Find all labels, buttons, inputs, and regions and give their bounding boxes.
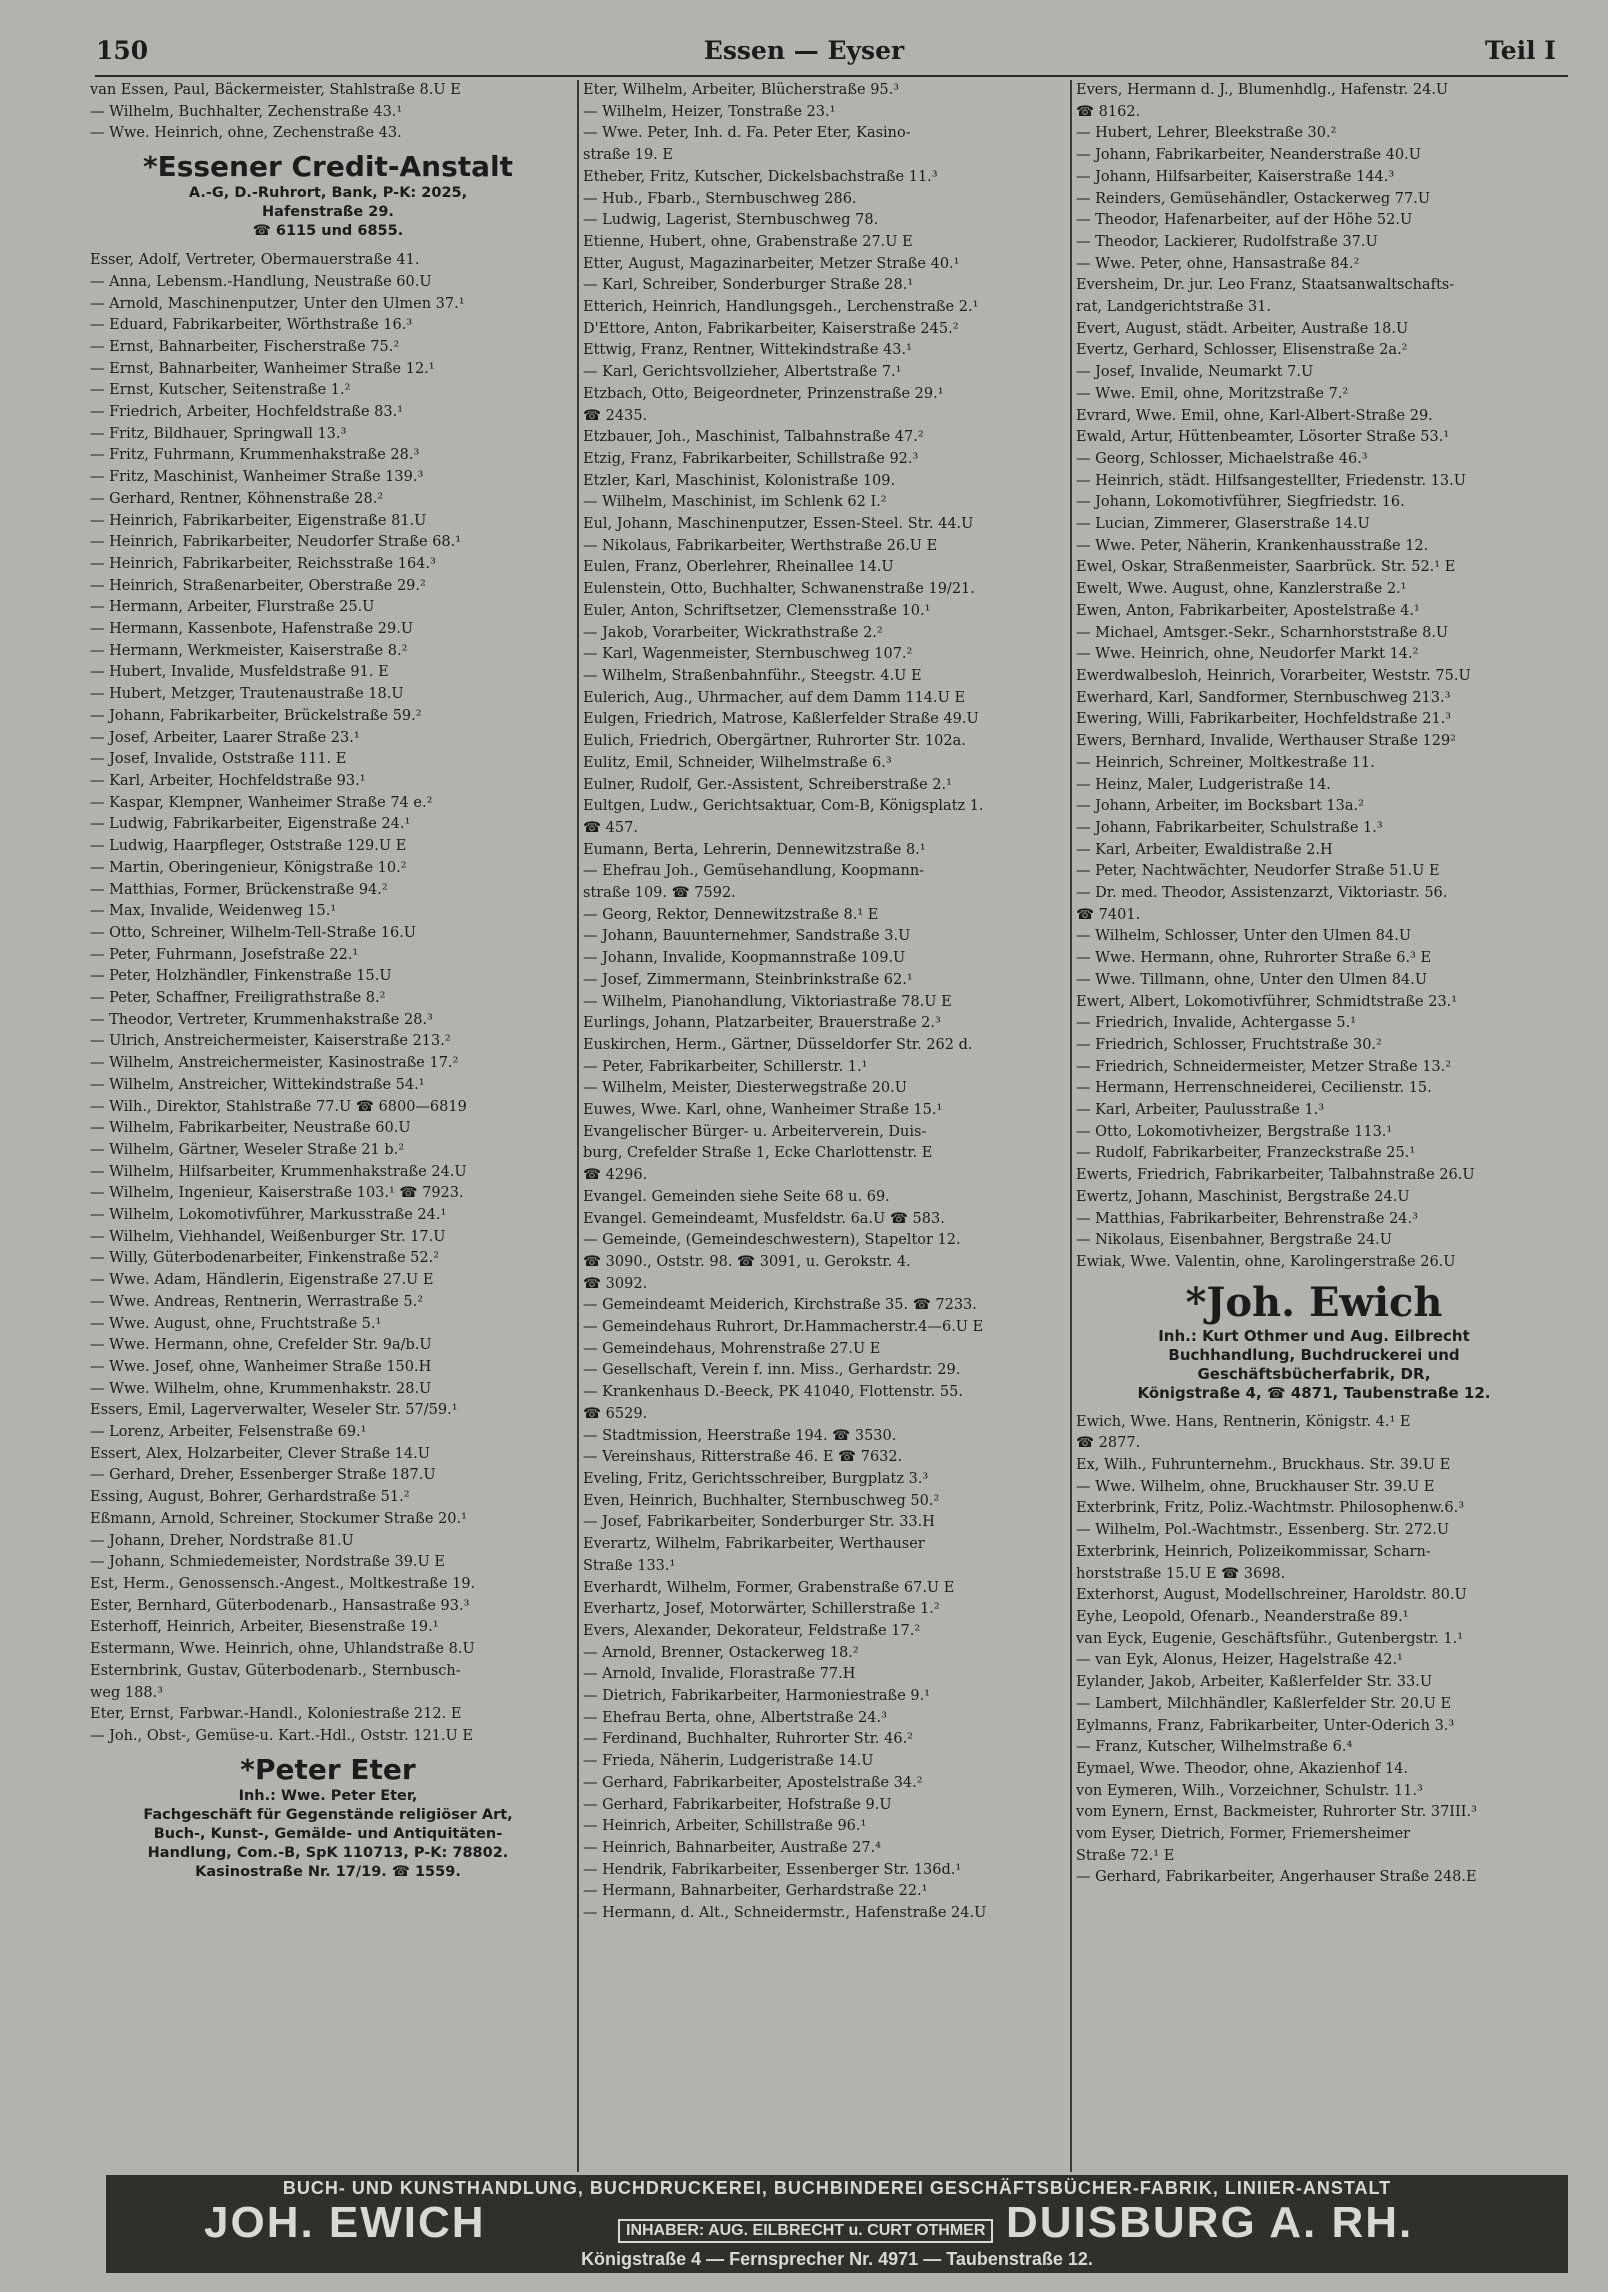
directory-entry: — Nikolaus, Eisenbahner, Bergstraße 24.U [1076,1232,1393,1249]
directory-entry: — Karl, Arbeiter, Paulusstraße 1.³ [1076,1102,1325,1119]
directory-entry: — Stadtmission, Heerstraße 194. ☎ 3530. [583,1427,897,1444]
directory-entry: — Johann, Fabrikarbeiter, Neanderstraße 40.U [1076,147,1421,164]
directory-entry: Ester, Bernhard, Güterbodenarb., Hansastraße 93.³ [90,1597,470,1614]
advertisement-line: Geschäftsbücherfabrik, DR, [1197,1364,1431,1383]
directory-entry: horststraße 15.U E ☎ 3698. [1076,1565,1286,1582]
directory-entry: Ewering, Willi, Fabrikarbeiter, Hochfeldstraße 21.³ [1076,711,1452,728]
directory-entry: — Gerhard, Dreher, Essenberger Straße 187.U [90,1467,436,1484]
directory-entry: — Wilhelm, Meister, Diesterwegstraße 20.U [583,1080,907,1097]
directory-entry: — Heinrich, Fabrikarbeiter, Neudorfer Straße 68.¹ [90,534,462,551]
directory-entry: Eulerich, Aug., Uhrmacher, auf dem Damm 114.U E [583,689,966,706]
directory-entry: Ewel, Oskar, Straßenmeister, Saarbrück. Str. 52.¹ E [1076,559,1456,576]
advertisement-title: *Joh. Ewich [1185,1278,1443,1326]
directory-entry: — Johann, Fabrikarbeiter, Schulstraße 1.³ [1076,819,1383,836]
directory-entry: — Ludwig, Haarpfleger, Oststraße 129.U E [90,838,407,855]
directory-entry: — Gemeindeamt Meiderich, Kirchstraße 35. ☎ 7233. [583,1297,977,1314]
directory-entry: — Arnold, Maschinenputzer, Unter den Ulmen 37.¹ [90,295,465,312]
directory-entry: — Friedrich, Invalide, Achtergasse 5.¹ [1076,1015,1357,1032]
directory-entry: von Eymeren, Wilh., Vorzeichner, Schulstr. 11.³ [1076,1782,1423,1799]
directory-entry: — Theodor, Lackierer, Rudolfstraße 37.U [1076,233,1378,250]
directory-entry: Eulner, Rudolf, Ger.-Assistent, Schreiberstraße 2.¹ [583,776,952,793]
advertisement-block [90,150,566,241]
directory-entry: — Hubert, Metzger, Trautenaustraße 18.U [90,686,404,703]
directory-entry: Eylmanns, Franz, Fabrikarbeiter, Unter-Oderich 3.³ [1076,1717,1455,1734]
directory-entry: — Ernst, Bahnarbeiter, Fischerstraße 75.² [90,338,400,355]
directory-entry: — Heinrich, Bahnarbeiter, Austraße 27.⁴ [583,1839,881,1856]
directory-entry: — Otto, Schreiner, Wilhelm-Tell-Straße 16.U [90,924,417,941]
advertisement-line: Inh.: Kurt Othmer und Aug. Eilbrecht [1158,1326,1470,1345]
advertisement-line: Hafenstraße 29. [262,204,394,221]
directory-entry: Eylander, Jakob, Arbeiter, Kaßlerfelder Str. 33.U [1076,1674,1433,1691]
directory-entry: — Wilhelm, Viehhandel, Weißenburger Str. 17.U [90,1228,446,1245]
directory-entry: vom Eyser, Dietrich, Former, Friemersheimer [1076,1826,1411,1843]
directory-entry: — Martin, Oberingenieur, Königstraße 10.² [90,859,407,876]
directory-entry: — Josef, Invalide, Oststraße 111. E [90,751,347,768]
directory-entry: — Heinrich, städt. Hilfsangestellter, Friedenstr. 13.U [1076,472,1466,489]
directory-entry: Eurlings, Johann, Platzarbeiter, Brauerstraße 2.³ [583,1015,941,1032]
directory-entry: Eversheim, Dr. jur. Leo Franz, Staatsanwaltschafts- [1076,277,1455,294]
directory-entry: burg, Crefelder Straße 1, Ecke Charlottenstr. E [583,1145,933,1162]
directory-entry: — Arnold, Invalide, Florastraße 77.H [583,1666,856,1683]
directory-entry: — Joh., Obst-, Gemüse-u. Kart.-Hdl., Oststr. 121.U E [90,1727,473,1744]
directory-entry: Esternbrink, Gustav, Güterbodenarb., Sternbusch- [90,1662,461,1679]
directory-entry: — Heinrich, Arbeiter, Schillstraße 96.¹ [583,1818,867,1835]
advertisement-block [1076,1279,1552,1403]
directory-entry: ☎ 7401. [1076,906,1141,923]
directory-entry: — Ehefrau Joh., Gemüsehandlung, Koopmann- [583,863,925,880]
directory-entry: — Lorenz, Arbeiter, Felsenstraße 69.¹ [90,1424,367,1441]
directory-entry: — Hubert, Lehrer, Bleekstraße 30.² [1076,125,1337,142]
section-label: Teil I [1484,36,1556,65]
directory-entry: Ewers, Bernhard, Invalide, Werthauser Straße 129² [1076,733,1456,750]
directory-entry: — Wwe. Adam, Händlerin, Eigenstraße 27.U E [90,1272,434,1289]
directory-entry: Etterich, Heinrich, Handlungsgeh., Lerchenstraße 2.¹ [583,299,979,316]
directory-entry: Evrard, Wwe. Emil, ohne, Karl-Albert-Straße 29. [1076,407,1433,424]
directory-entry: Ettwig, Franz, Rentner, Wittekindstraße 43.¹ [583,342,912,359]
directory-entry: — Gerhard, Fabrikarbeiter, Hofstraße 9.U [583,1796,892,1813]
directory-entry: — Wwe. Heinrich, ohne, Zechenstraße 43. [90,125,402,142]
directory-entry: — Willy, Güterbodenarbeiter, Finkenstraße 52.² [90,1250,440,1267]
directory-entry: — Hub., Fbarb., Sternbuschweg 286. [583,190,857,207]
directory-entry: — Karl, Arbeiter, Hochfeldstraße 93.¹ [90,772,366,789]
directory-entry: — Frieda, Näherin, Ludgeristraße 14.U [583,1753,874,1770]
directory-entry: Exterbrink, Fritz, Poliz.-Wachtmstr. Philosophenw.6.³ [1076,1500,1465,1517]
directory-entry: Evangel. Gemeinden siehe Seite 68 u. 69. [583,1188,890,1205]
directory-entry: Etter, August, Magazinarbeiter, Metzer Straße 40.¹ [583,255,960,272]
directory-entry: ☎ 457. [583,819,638,836]
page-title: Essen — Eyser [703,36,905,65]
directory-entry: ☎ 3092. [583,1275,648,1292]
directory-entry: Etzbauer, Joh., Maschinist, Talbahnstraße 47.² [583,429,924,446]
directory-entry: — Ludwig, Lagerist, Sternbuschweg 78. [583,212,879,229]
directory-entry: Ewen, Anton, Fabrikarbeiter, Apostelstraße 4.¹ [1076,602,1420,619]
directory-entry: — Reinders, Gemüsehändler, Ostackerweg 77.U [1076,190,1431,207]
directory-entry: — Wwe. Heinrich, ohne, Neudorfer Markt 14.² [1076,646,1419,663]
directory-entry: — Johann, Bauunternehmer, Sandstraße 3.U [583,928,911,945]
directory-entry: straße 109. ☎ 7592. [583,885,736,902]
directory-entry: Eyhe, Leopold, Ofenarb., Neanderstraße 89.¹ [1076,1609,1409,1625]
directory-entry: Est, Herm., Genossensch.-Angest., Moltkestraße 19. [90,1576,476,1592]
directory-entry: Etzig, Franz, Fabrikarbeiter, Schillstraße 92.³ [583,450,919,467]
directory-entry: Straße 72.¹ E [1076,1847,1175,1864]
directory-entry: — Wilhelm, Anstreichermeister, Kasinostraße 17.² [90,1055,459,1072]
advertisement-title: *Peter Eter [240,1752,416,1786]
directory-entry: — Ulrich, Anstreichermeister, Kaiserstraße 213.² [90,1033,451,1050]
column-left [90,80,566,2172]
advertisement-block [90,1753,566,1882]
directory-entry: Evers, Alexander, Dekorateur, Feldstraße 17.² [583,1622,921,1639]
directory-entry: weg 188.³ [90,1684,163,1701]
directory-entry: — Peter, Fuhrmann, Josefstraße 22.¹ [90,946,359,963]
directory-entry: — Wwe. Josef, ohne, Wanheimer Straße 150.H [90,1358,432,1375]
advertisement-line: Buch-, Kunst-, Gemälde- und Antiquitäten- [153,1825,503,1842]
directory-entry: vom Eynern, Ernst, Backmeister, Ruhrorter Str. 37III.³ [1076,1804,1477,1821]
column-right [1076,80,1552,2172]
banner-services: BUCH- UND KUNSTHANDLUNG, BUCHDRUCKEREI, BUCHBINDEREI GESCHÄFTSBÜCHER-FABRIK, LINIIER-ANSTALT [282,2178,1392,2198]
advertisement-line: Königstraße 4, ☎ 4871, Taubenstraße 12. [1137,1383,1491,1402]
directory-entry: — Hermann, Arbeiter, Flurstraße 25.U [90,599,375,616]
directory-entry: — Josef, Zimmermann, Steinbrinkstraße 62.¹ [583,971,913,988]
directory-entry: — Peter, Schaffner, Freiligrathstraße 8.² [90,990,386,1007]
directory-entry: — Karl, Gerichtsvollzieher, Albertstraße 7.¹ [583,364,902,381]
directory-entry: — Hermann, d. Alt., Schneidermstr., Hafenstraße 24.U [583,1905,987,1922]
directory-entry: — Hermann, Herrenschneiderei, Cecilienstr. 15. [1076,1080,1432,1097]
directory-entry: — Georg, Schlosser, Michaelstraße 46.³ [1076,450,1368,467]
directory-entry: — Franz, Kutscher, Wilhelmstraße 6.⁴ [1076,1739,1353,1756]
directory-entry: Ewelt, Wwe. August, ohne, Kanzlerstraße 2.¹ [1076,581,1407,598]
directory-entry: — Wwe. Peter, Näherin, Krankenhausstraße 12. [1076,537,1429,554]
directory-entry: Ewertz, Johann, Maschinist, Bergstraße 24.U [1076,1188,1410,1205]
directory-entry: Eymael, Wwe. Theodor, ohne, Akazienhof 14. [1076,1760,1409,1777]
directory-entry: Eter, Ernst, Farbwar.-Handl., Koloniestraße 212. E [90,1706,462,1723]
directory-entry: ☎ 8162. [1076,103,1141,120]
directory-entry: Eter, Wilhelm, Arbeiter, Blücherstraße 95.³ [583,82,900,98]
directory-entry: Etienne, Hubert, ohne, Grabenstraße 27.U E [583,233,913,250]
directory-entry: — Karl, Arbeiter, Ewaldistraße 2.H [1076,841,1333,858]
directory-entry: rat, Landgerichtstraße 31. [1076,299,1272,316]
directory-entry: — Theodor, Hafenarbeiter, auf der Höhe 52.U [1076,212,1413,229]
directory-entry: — Wilhelm, Buchhalter, Zechenstraße 43.¹ [90,103,403,120]
directory-entry: — Georg, Rektor, Dennewitzstraße 8.¹ E [583,906,879,923]
directory-entry: — Wilh., Direktor, Stahlstraße 77.U ☎ 6800—6819 [90,1098,467,1115]
directory-entry: — Michael, Amtsger.-Sekr., Scharnhorststraße 8.U [1076,624,1449,641]
directory-entry: Essing, August, Bohrer, Gerhardstraße 51.² [90,1489,410,1506]
directory-entry: — Josef, Arbeiter, Laarer Straße 23.¹ [90,729,360,746]
banner-address: Königstraße 4 — Fernsprecher Nr. 4971 — Taubenstraße 12. [581,2249,1093,2269]
directory-entry: — Jakob, Vorarbeiter, Wickrathstraße 2.² [583,624,883,641]
directory-entry: — Hermann, Werkmeister, Kaiserstraße 8.² [90,642,408,659]
directory-entry: — Ernst, Kutscher, Seitenstraße 1.² [90,382,351,399]
directory-entry: — Friedrich, Schneidermeister, Metzer Straße 13.² [1076,1058,1452,1075]
directory-entry: Evert, August, städt. Arbeiter, Austraße 18.U [1076,320,1409,337]
directory-entry: — Fritz, Fuhrmann, Krummenhakstraße 28.³ [90,447,420,464]
directory-entry: ☎ 2877. [1076,1435,1141,1452]
directory-entry: Straße 133.¹ [583,1557,676,1574]
directory-entry: — Hermann, Kassenbote, Hafenstraße 29.U [90,621,414,638]
directory-entry: — Johann, Invalide, Koopmannstraße 109.U [583,950,906,967]
directory-entry: Ewerdwalbesloh, Heinrich, Vorarbeiter, Weststr. 75.U [1076,667,1471,684]
banner-name: JOH. EWICH [204,2198,486,2247]
directory-entry: — Wwe. Hermann, ohne, Ruhrorter Straße 6.³ E [1076,950,1432,967]
directory-entry: — Wwe. Emil, ohne, Moritzstraße 7.² [1076,385,1349,402]
directory-entry: — Wwe. Wilhelm, ohne, Bruckhauser Str. 39.U E [1076,1478,1435,1495]
directory-entry: Euwes, Wwe. Karl, ohne, Wanheimer Straße 15.¹ [583,1102,943,1119]
directory-entry: — Johann, Schmiedemeister, Nordstraße 39.U E [90,1554,445,1571]
directory-entry: — Wwe. Peter, Inh. d. Fa. Peter Eter, Kasino- [583,125,911,142]
directory-entry: — Fritz, Bildhauer, Springwall 13.³ [90,425,347,442]
directory-entry: — Ferdinand, Buchhalter, Ruhrorter Str. 46.² [583,1731,913,1748]
directory-entry: — Arnold, Brenner, Ostackerweg 18.² [583,1644,859,1661]
directory-entry: — Wwe. Wilhelm, ohne, Krummenhakstr. 28.U [90,1380,432,1397]
directory-entry: Evers, Hermann d. J., Blumenhdlg., Hafenstr. 24.U [1076,82,1449,98]
advertisement-line: Fachgeschäft für Gegenstände religiöser Art, [143,1806,513,1823]
directory-entry: Etzbach, Otto, Beigeordneter, Prinzenstraße 29.¹ [583,385,944,402]
advertisement-line: Buchhandlung, Buchdruckerei und [1168,1345,1460,1364]
directory-entry: — Wwe. Andreas, Rentnerin, Werrastraße 5.² [90,1293,424,1310]
directory-entry: — Gemeindehaus, Mohrenstraße 27.U E [583,1340,881,1357]
directory-entry: — Heinrich, Straßenarbeiter, Oberstraße 29.² [90,577,426,594]
directory-entry: van Eyck, Eugenie, Geschäftsführ., Gutenbergstr. 1.¹ [1076,1630,1464,1647]
directory-entry: — Gemeinde, (Gemeindeschwestern), Stapeltor 12. [583,1232,961,1249]
directory-entry: — Wilhelm, Maschinist, im Schlenk 62 I.² [583,494,887,511]
directory-entry: Esser, Adolf, Vertreter, Obermauerstraße 41. [90,252,420,269]
directory-entry: — Heinz, Maler, Ludgeristraße 14. [1076,776,1331,793]
directory-entry: — Wwe. Tillmann, ohne, Unter den Ulmen 84.U [1076,971,1428,988]
directory-entry: straße 19. E [583,147,673,164]
directory-entry: — Gerhard, Rentner, Köhnenstraße 28.² [90,490,384,507]
directory-entry: — Otto, Lokomotivheizer, Bergstraße 113.¹ [1076,1123,1393,1140]
directory-entry: — Ehefrau Berta, ohne, Albertstraße 24.³ [583,1709,887,1726]
directory-entry: — Ludwig, Fabrikarbeiter, Eigenstraße 24.¹ [90,816,411,833]
directory-entry: Everhardt, Wilhelm, Former, Grabenstraße 67.U E [583,1579,955,1596]
directory-entry: — Gerhard, Fabrikarbeiter, Apostelstraße 34.² [583,1774,923,1791]
directory-entry: — Friedrich, Schlosser, Fruchtstraße 30.² [1076,1036,1382,1053]
directory-entry: Eulich, Friedrich, Obergärtner, Ruhrorter Str. 102a. [583,733,966,750]
directory-entry: — Wilhelm, Hilfsarbeiter, Krummenhakstraße 24.U [90,1163,467,1180]
directory-entry: — Peter, Fabrikarbeiter, Schillerstr. 1.¹ [583,1058,868,1075]
directory-entry: Euskirchen, Herm., Gärtner, Düsseldorfer Str. 262 d. [583,1036,973,1053]
directory-entry: ☎ 3090., Oststr. 98. ☎ 3091, u. Gerokstr. 4. [583,1253,911,1270]
directory-entry: — Eduard, Fabrikarbeiter, Wörthstraße 16.³ [90,317,413,334]
directory-entry: Evertz, Gerhard, Schlosser, Elisenstraße 2a.² [1076,342,1408,359]
directory-entry: Exterhorst, August, Modellschreiner, Haroldstr. 80.U [1076,1587,1467,1604]
directory-entry: — Krankenhaus D.-Beeck, PK 41040, Flottenstr. 55. [583,1384,963,1401]
directory-entry: Essers, Emil, Lagerverwalter, Weseler Str. 57/59.¹ [90,1402,458,1419]
directory-entry: Eulen, Franz, Oberlehrer, Rheinallee 14.U [583,559,894,576]
banner-city: DUISBURG A. RH. [1006,2198,1414,2247]
directory-entry: — Wwe. August, ohne, Fruchtstraße 5.¹ [90,1315,382,1332]
directory-entry: Ewald, Artur, Hüttenbeamter, Lösorter Straße 53.¹ [1076,429,1450,446]
directory-entry: — Heinrich, Fabrikarbeiter, Reichsstraße 164.³ [90,555,436,572]
directory-entry: — Dr. med. Theodor, Assistenzarzt, Viktoriastr. 56. [1076,885,1448,902]
directory-entry: — Wilhelm, Anstreicher, Wittekindstraße 54.¹ [90,1076,425,1093]
advertisement-line: Inh.: Wwe. Peter Eter, [238,1787,418,1804]
directory-entry: — Gerhard, Fabrikarbeiter, Angerhauser Straße 248.E [1076,1869,1477,1886]
directory-entry: — Lucian, Zimmerer, Glaserstraße 14.U [1076,516,1370,533]
directory-entry: ☎ 4296. [583,1167,648,1184]
directory-entry: — Wilhelm, Schlosser, Unter den Ulmen 84.U [1076,928,1412,945]
directory-entry: — Gesellschaft, Verein f. inn. Miss., Gerhardstr. 29. [583,1362,961,1379]
directory-entry: — Max, Invalide, Weidenweg 15.¹ [90,903,337,920]
directory-entry: — Johann, Lokomotivführer, Siegfriedstr. 16. [1076,494,1405,511]
directory-entry: — Wilhelm, Fabrikarbeiter, Neustraße 60.U [90,1120,411,1137]
advertisement-title: *Essener Credit-Anstalt [142,150,514,184]
directory-entry: — Gemeindehaus Ruhrort, Dr.Hammacherstr.4—6.U E [583,1319,984,1336]
directory-entry: — Dietrich, Fabrikarbeiter, Harmoniestraße 9.¹ [583,1688,931,1705]
directory-entry: — Wwe. Hermann, ohne, Crefelder Str. 9a/b.U [90,1337,432,1354]
directory-entry: — van Eyk, Alonus, Heizer, Hagelstraße 42.¹ [1076,1652,1403,1669]
column-divider [1070,80,1072,2172]
directory-entry: Esterhoff, Heinrich, Arbeiter, Biesenstraße 19.¹ [90,1619,439,1636]
directory-entry: — Anna, Lebensm.-Handlung, Neustraße 60.U [90,273,432,290]
column-middle [583,80,1059,2172]
directory-entry: Eulenstein, Otto, Buchhalter, Schwanenstraße 19/21. [583,581,975,598]
directory-entry: — Josef, Fabrikarbeiter, Sonderburger Str. 33.H [583,1514,935,1531]
directory-entry: D'Ettore, Anton, Fabrikarbeiter, Kaiserstraße 245.² [583,320,959,337]
directory-entry: Ewiak, Wwe. Valentin, ohne, Karolingerstraße 26.U [1076,1253,1456,1270]
directory-entry: Everartz, Wilhelm, Fabrikarbeiter, Werthauser [583,1536,925,1553]
directory-entry: Estermann, Wwe. Heinrich, ohne, Uhlandstraße 8.U [90,1641,475,1658]
directory-entry: ☎ 6529. [583,1405,648,1422]
directory-entry: — Hendrik, Fabrikarbeiter, Essenberger Str. 136d.¹ [583,1861,962,1878]
directory-entry: Ewich, Wwe. Hans, Rentnerin, Königstr. 4.¹ E [1076,1413,1411,1430]
page-number: 150 [96,36,149,65]
directory-entry: — Peter, Holzhändler, Finkenstraße 15.U [90,968,392,985]
directory-entry: — Vereinshaus, Ritterstraße 46. E ☎ 7632. [583,1449,903,1466]
directory-entry: Ex, Wilh., Fuhrunternehm., Bruckhaus. Str. 39.U E [1076,1457,1451,1474]
directory-entry: — Johann, Hilfsarbeiter, Kaiserstraße 144.³ [1076,168,1395,185]
directory-entry: — Hermann, Bahnarbeiter, Gerhardstraße 22.¹ [583,1883,928,1900]
advertisement-line: Kasinostraße Nr. 17/19. ☎ 1559. [195,1863,461,1880]
directory-entry: — Wilhelm, Lokomotivführer, Markusstraße 24.¹ [90,1207,447,1224]
directory-entry: Essert, Alex, Holzarbeiter, Clever Straße 14.U [90,1445,430,1462]
directory-entry: Eul, Johann, Maschinenputzer, Essen-Steel. Str. 44.U [583,516,974,533]
directory-entry: — Theodor, Vertreter, Krummenhakstraße 28.³ [90,1011,433,1028]
column-divider [577,80,579,2172]
directory-entry: Eveling, Fritz, Gerichtsschreiber, Burgplatz 3.³ [583,1471,929,1487]
directory-entry: Ewerts, Friedrich, Fabrikarbeiter, Talbahnstraße 26.U [1076,1167,1475,1184]
directory-entry: Eulgen, Friedrich, Matrose, Kaßlerfelder Straße 49.U [583,711,979,728]
directory-entry: Etzler, Karl, Maschinist, Kolonistraße 109. [583,472,896,489]
advertisement-line: A.-G, D.-Ruhrort, Bank, P-K: 2025, [188,185,468,202]
directory-entry: — Rudolf, Fabrikarbeiter, Franzeckstraße 25.¹ [1076,1145,1416,1162]
directory-entry: van Essen, Paul, Bäckermeister, Stahlstraße 8.U E [90,82,461,98]
directory-entry: — Matthias, Fabrikarbeiter, Behrenstraße 24.³ [1076,1210,1418,1227]
directory-entry: — Fritz, Maschinist, Wanheimer Straße 139.³ [90,469,424,486]
directory-entry: — Wilhelm, Pol.-Wachtmstr., Essenberg. Str. 272.U [1076,1522,1450,1539]
advertisement-line: ☎ 6115 und 6855. [252,223,404,240]
directory-entry: — Johann, Dreher, Nordstraße 81.U [90,1532,354,1549]
directory-entry: Evangel. Gemeindeamt, Musfeldstr. 6a.U ☎ 583. [583,1210,945,1227]
directory-entry: Etheber, Fritz, Kutscher, Dickelsbachstraße 11.³ [583,168,938,185]
directory-entry: — Wwe. Peter, ohne, Hansastraße 84.² [1076,255,1360,272]
directory-entry: — Nikolaus, Fabrikarbeiter, Werthstraße 26.U E [583,537,938,554]
directory-entry: Eumann, Berta, Lehrerin, Dennewitzstraße 8.¹ [583,841,926,858]
advertisement-line: Handlung, Com.-B, SpK 110713, P-K: 78802. [147,1844,509,1861]
directory-entry: — Heinrich, Fabrikarbeiter, Eigenstraße 81.U [90,512,427,529]
directory-entry: Euler, Anton, Schriftsetzer, Clemensstraße 10.¹ [583,602,931,619]
directory-entry: Everhartz, Josef, Motorwärter, Schillerstraße 1.² [583,1601,940,1618]
directory-entry: — Wilhelm, Heizer, Tonstraße 23.¹ [583,103,836,120]
directory-entry: Ewerhard, Karl, Sandformer, Sternbuschweg 213.³ [1076,689,1451,706]
directory-entry: — Hubert, Invalide, Musfeldstraße 91. E [90,664,389,681]
header-rule [95,75,1568,77]
directory-entry: — Wilhelm, Gärtner, Weseler Straße 21 b.² [90,1141,405,1158]
directory-entry: Evangelischer Bürger- u. Arbeiterverein, Duis- [583,1123,927,1140]
directory-entry: Exterbrink, Heinrich, Polizeikommissar, Scharn- [1076,1543,1431,1560]
directory-entry: — Wilhelm, Straßenbahnführ., Steegstr. 4.U E [583,667,922,684]
directory-entry: — Wilhelm, Pianohandlung, Viktoriastraße 78.U E [583,993,952,1010]
directory-entry: — Friedrich, Arbeiter, Hochfeldstraße 83.¹ [90,404,404,421]
directory-entry: Eulitz, Emil, Schneider, Wilhelmstraße 6.³ [583,754,892,771]
advertisement-banner [106,2175,1568,2273]
directory-entry: — Lambert, Milchhändler, Kaßlerfelder Str. 20.U E [1076,1695,1452,1712]
directory-entry: Eßmann, Arnold, Schreiner, Stockumer Straße 20.¹ [90,1510,467,1527]
directory-entry: Eultgen, Ludw., Gerichtsaktuar, Com-B, Königsplatz 1. [583,798,984,815]
directory-entry: — Karl, Wagenmeister, Sternbuschweg 107.² [583,646,913,663]
banner-owners: INHABER: AUG. EILBRECHT u. CURT OTHMER [618,2219,993,2243]
directory-entry: — Matthias, Former, Brückenstraße 94.² [90,881,388,898]
directory-entry: — Karl, Schreiber, Sonderburger Straße 28.¹ [583,277,914,294]
directory-entry: Ewert, Albert, Lokomotivführer, Schmidtstraße 23.¹ [1076,993,1458,1010]
directory-entry: — Johann, Arbeiter, im Bocksbart 13a.² [1076,798,1364,815]
directory-entry: Even, Heinrich, Buchhalter, Sternbuschweg 50.² [583,1492,940,1509]
directory-entry: — Heinrich, Schreiner, Moltkestraße 11. [1076,754,1375,771]
directory-entry: — Josef, Invalide, Neumarkt 7.U [1076,364,1314,381]
directory-entry: — Wilhelm, Ingenieur, Kaiserstraße 103.¹ ☎ 7923. [90,1185,464,1202]
directory-entry: — Johann, Fabrikarbeiter, Brückelstraße 59.² [90,707,422,724]
directory-entry: — Kaspar, Klempner, Wanheimer Straße 74 e.² [90,794,433,811]
directory-entry: ☎ 2435. [583,407,648,424]
directory-entry: — Peter, Nachtwächter, Neudorfer Straße 51.U E [1076,863,1440,880]
directory-entry: — Ernst, Bahnarbeiter, Wanheimer Straße 12.¹ [90,360,435,377]
